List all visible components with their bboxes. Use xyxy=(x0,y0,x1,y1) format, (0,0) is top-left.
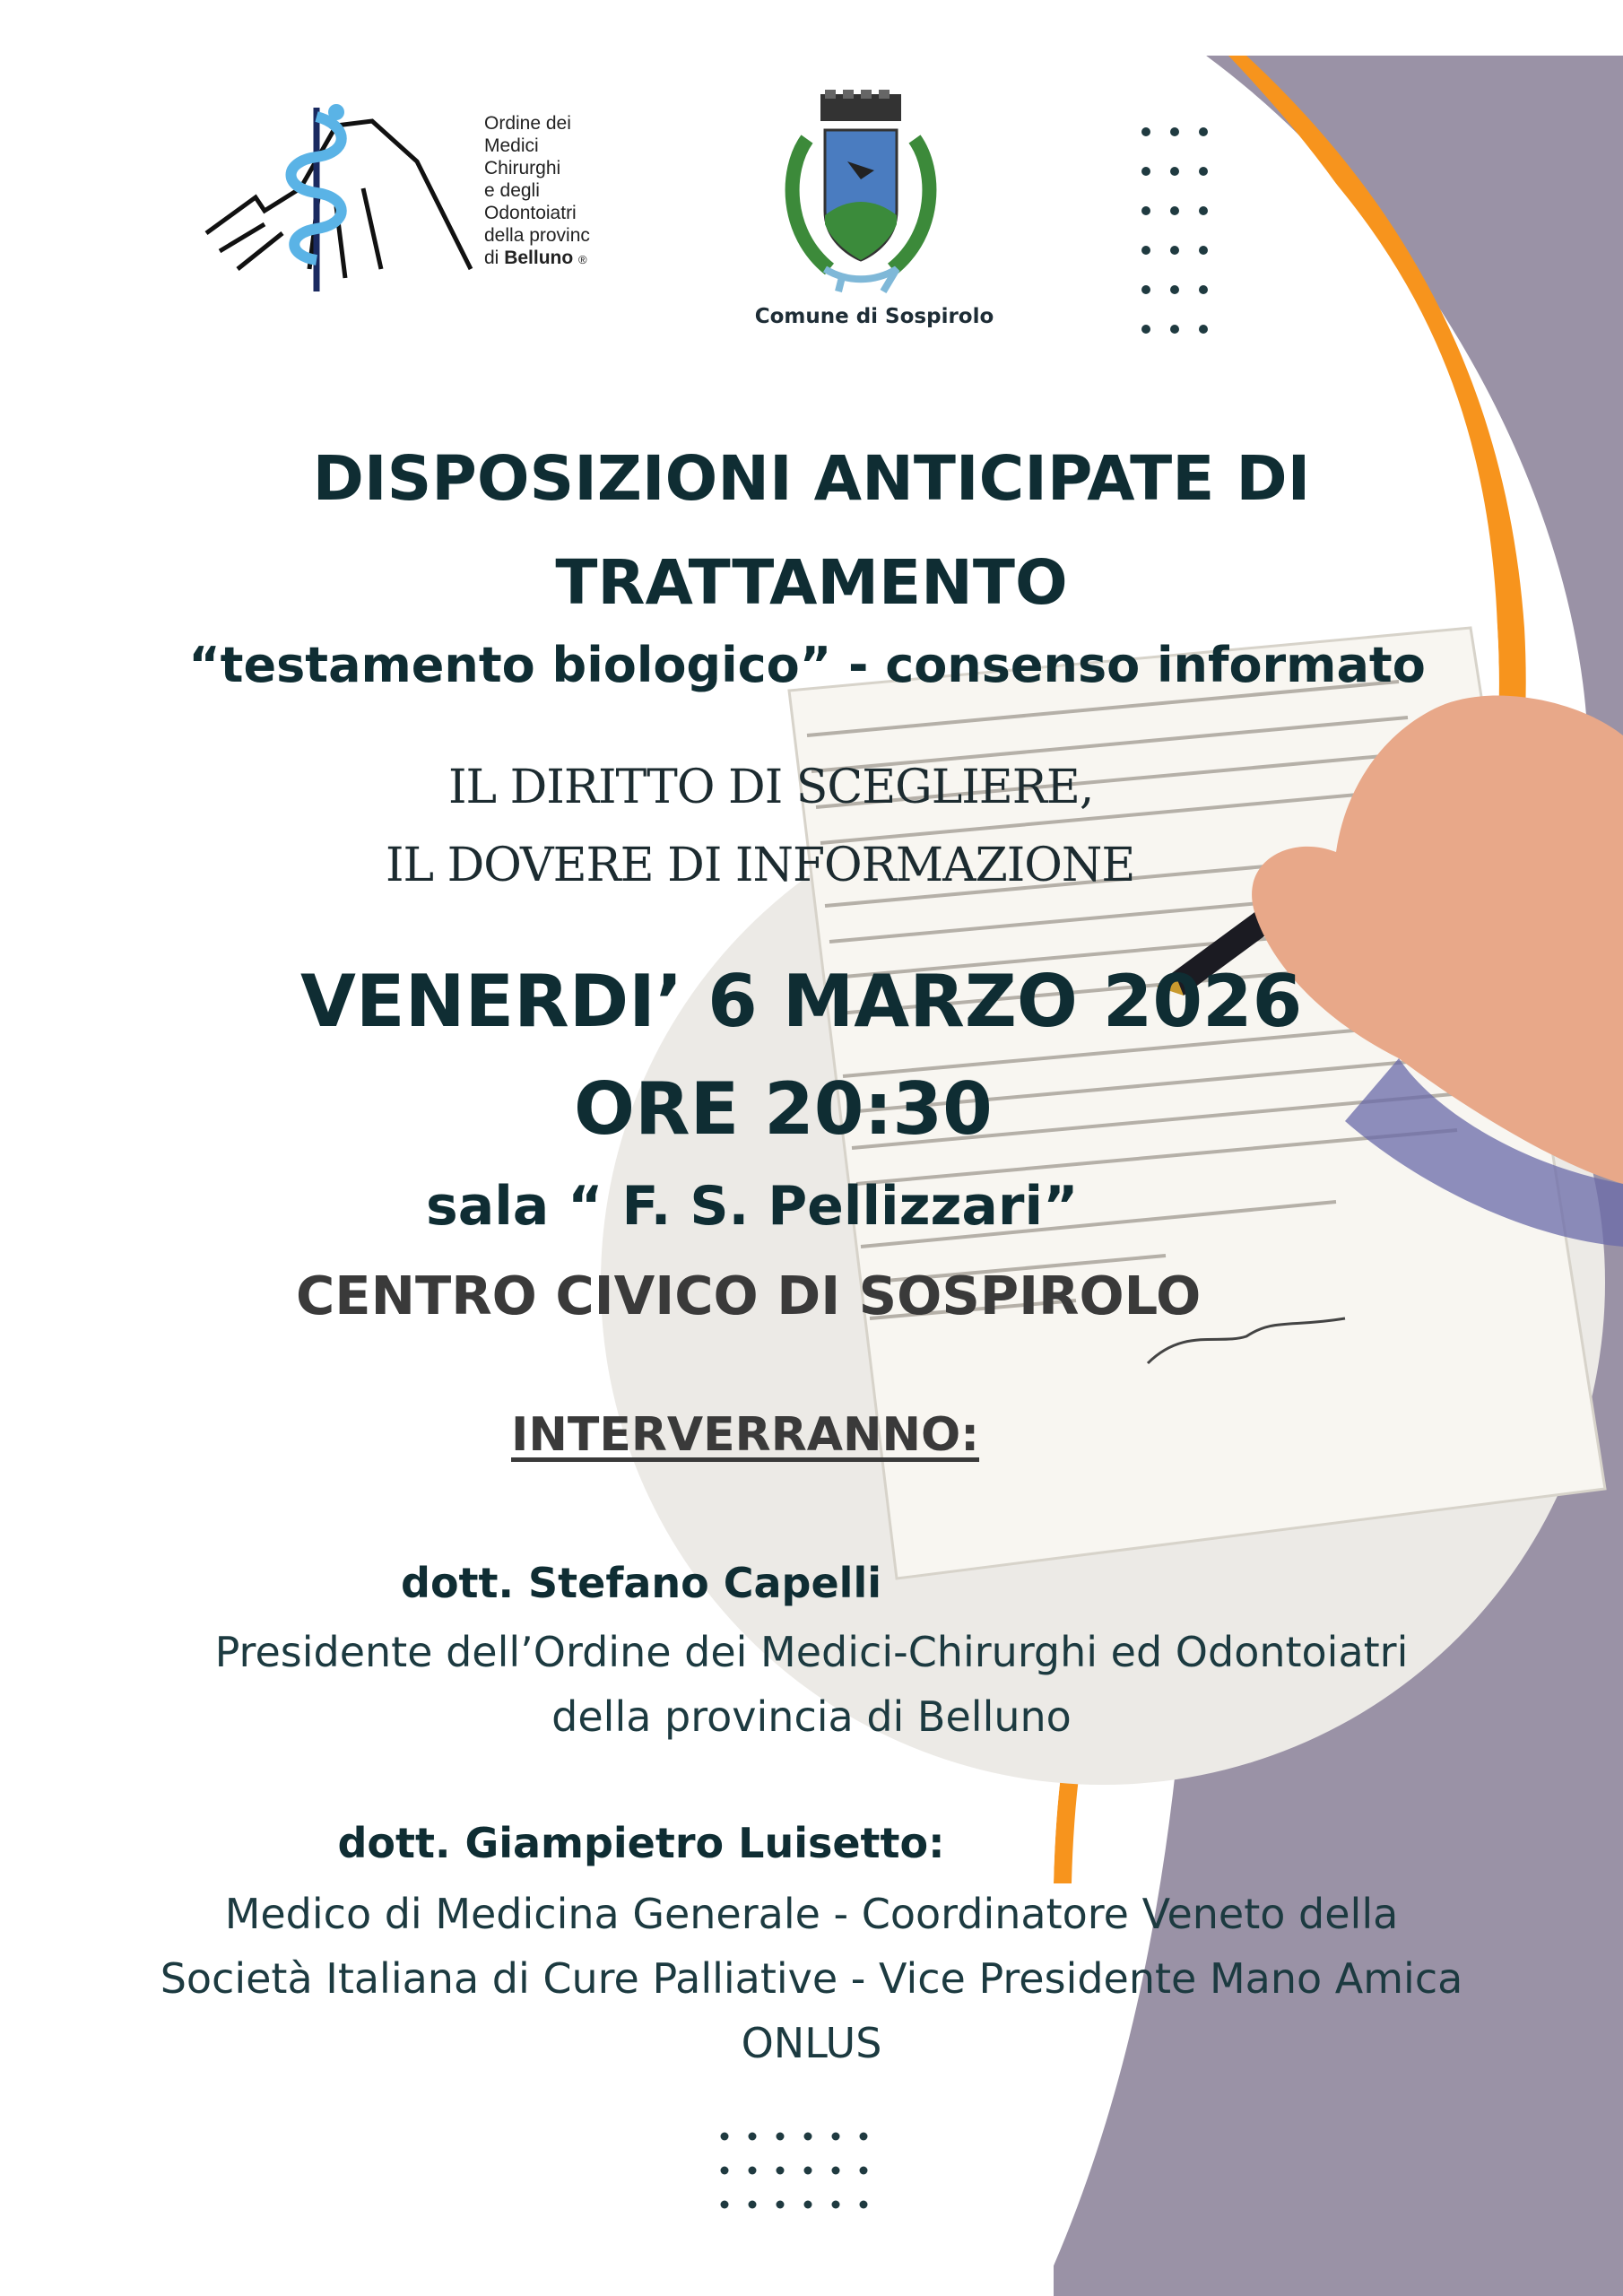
speaker-2-role-line: ONLUS xyxy=(741,2019,882,2067)
decor-dot xyxy=(1199,167,1208,176)
decor-dot xyxy=(860,2167,868,2175)
speaker-2-role-line: Società Italiana di Cure Palliative - Vice Presidente Mano Amica xyxy=(160,1954,1463,2003)
speaker-2-role xyxy=(27,1882,1596,2075)
decor-dot xyxy=(1199,127,1208,136)
event-date: VENERDI’ 6 MARZO 2026 xyxy=(300,960,1303,1043)
speaker-1-role xyxy=(0,1620,1623,1749)
comune-crest-logo xyxy=(776,90,946,300)
speaker-2-role-line: Medico di Medicina Generale - Coordinatore Veneto della xyxy=(224,1890,1399,1938)
motto-line-1: IL DIRITTO DI SCEGLIERE, xyxy=(448,761,1094,814)
decor-dot xyxy=(1141,285,1150,294)
event-room: sala “ F. S. Pellizzari” xyxy=(426,1175,1079,1238)
ordine-line-last xyxy=(484,247,590,271)
motto-line-2: IL DOVERE DI INFORMAZIONE xyxy=(386,839,1135,892)
ordine-line: Chirurghi xyxy=(484,158,561,178)
ordine-line: Odontoiatri xyxy=(484,203,577,223)
speakers-heading: INTERVERRANNO: xyxy=(511,1408,980,1462)
decor-dot xyxy=(832,2167,840,2175)
decor-dot xyxy=(832,2133,840,2141)
decor-dot xyxy=(804,2133,812,2141)
decor-dot xyxy=(777,2133,785,2141)
decor-dot xyxy=(1199,285,1208,294)
decor-dot xyxy=(749,2133,757,2141)
decor-dot xyxy=(1170,285,1179,294)
decor-dot xyxy=(860,2201,868,2209)
ordine-line: Medici xyxy=(484,135,539,156)
ordine-line: Ordine dei xyxy=(484,113,571,134)
ordine-line: della provinc xyxy=(484,225,590,246)
decor-dot xyxy=(1170,325,1179,334)
event-time: ORE 20:30 xyxy=(574,1067,993,1151)
decor-dot xyxy=(804,2167,812,2175)
decor-dot xyxy=(721,2167,729,2175)
decor-dot xyxy=(1141,206,1150,215)
decor-dot xyxy=(1170,206,1179,215)
decor-dot xyxy=(1170,127,1179,136)
decor-dot xyxy=(1199,246,1208,255)
ordine-medici-label xyxy=(484,112,590,271)
subtitle: “testamento biologico” - consenso informato xyxy=(188,637,1426,693)
decor-dot xyxy=(1141,127,1150,136)
decor-dot xyxy=(804,2201,812,2209)
speaker-1-role-line: Presidente dell’Ordine dei Medici-Chirurghi ed Odontoiatri xyxy=(214,1628,1409,1676)
ordine-line: e degli xyxy=(484,180,540,201)
registered-mark: ® xyxy=(578,253,587,266)
decor-dot xyxy=(749,2167,757,2175)
decor-dot xyxy=(721,2201,729,2209)
title-line-2: TRATTAMENTO xyxy=(555,547,1068,619)
decor-dot xyxy=(1170,246,1179,255)
event-venue: CENTRO CIVICO DI SOSPIROLO xyxy=(296,1265,1202,1326)
decor-dot xyxy=(1141,246,1150,255)
ordine-medici-logo xyxy=(202,90,480,296)
speaker-1-name: dott. Stefano Capelli xyxy=(401,1559,881,1607)
comune-label: Comune di Sospirolo xyxy=(754,305,994,328)
decor-dot xyxy=(1141,167,1150,176)
decor-dot xyxy=(777,2167,785,2175)
decor-dot xyxy=(832,2201,840,2209)
decor-dot xyxy=(721,2133,729,2141)
decor-dot xyxy=(777,2201,785,2209)
decor-dot xyxy=(1199,325,1208,334)
title-line-1: DISPOSIZIONI ANTICIPATE DI xyxy=(312,443,1311,515)
decor-dot xyxy=(860,2133,868,2141)
speaker-1-role-line: della provincia di Belluno xyxy=(551,1692,1072,1741)
decor-dot xyxy=(1141,325,1150,334)
decor-dot xyxy=(1170,167,1179,176)
decor-dot xyxy=(1199,206,1208,215)
ordine-prefix: di xyxy=(484,248,505,268)
ordine-belluno: Belluno xyxy=(504,248,574,268)
decor-dot xyxy=(749,2201,757,2209)
speaker-2-name: dott. Giampietro Luisetto: xyxy=(337,1819,945,1867)
